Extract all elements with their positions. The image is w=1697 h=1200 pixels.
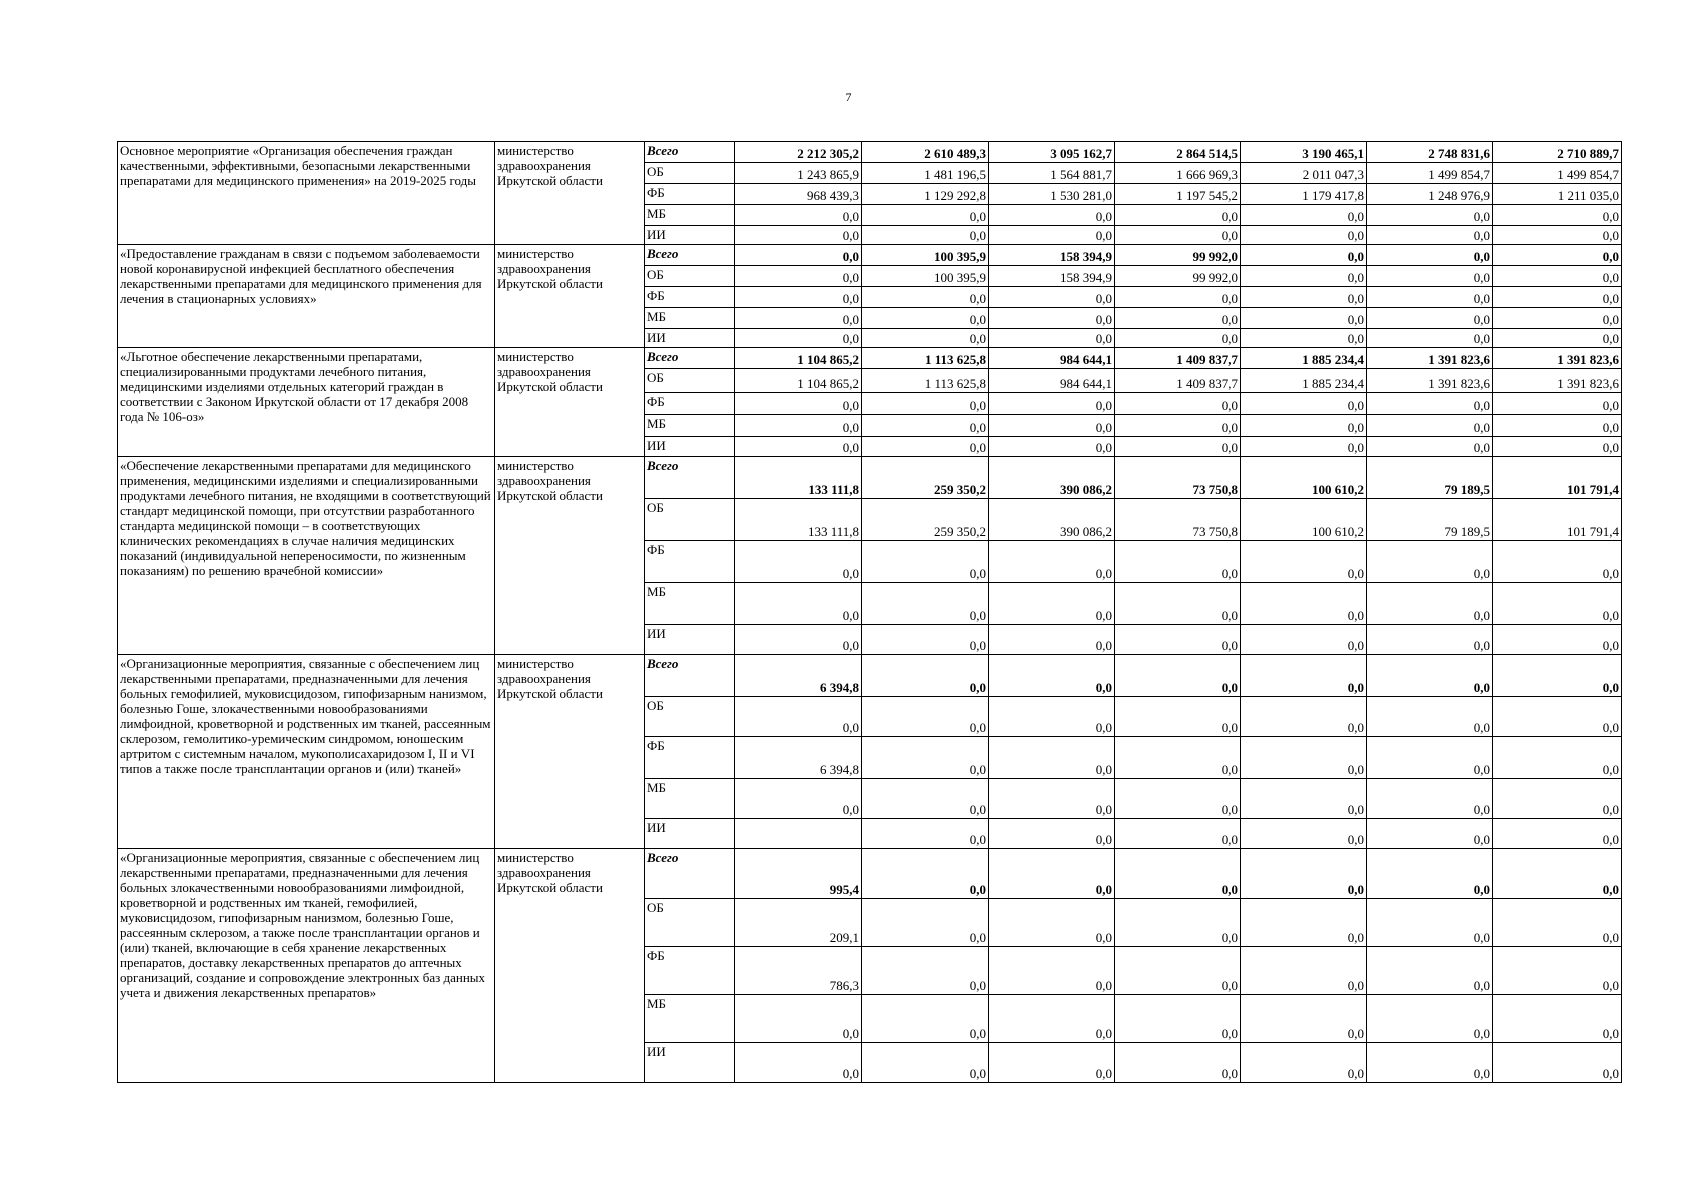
amount-cell: 0,0	[735, 541, 862, 583]
amount-cell: 0,0	[1241, 899, 1367, 947]
amount-cell: 1 113 625,8	[862, 348, 989, 369]
amount-cell: 0,0	[1115, 899, 1241, 947]
amount-cell: 0,0	[989, 541, 1115, 583]
table-row-total	[118, 348, 1622, 369]
amount-cell: 1 391 823,6	[1493, 369, 1622, 393]
table-body	[118, 142, 1622, 1083]
amount-cell: 0,0	[1241, 287, 1367, 308]
amount-cell: 209,1	[735, 899, 862, 947]
amount-cell: 0,0	[989, 819, 1115, 849]
amount-cell: 0,0	[989, 308, 1115, 329]
amount-cell: 2 864 514,5	[1115, 142, 1241, 163]
funding-source: ОБ	[645, 697, 735, 737]
amount-cell: 0,0	[989, 583, 1115, 625]
amount-cell: 0,0	[989, 329, 1115, 348]
amount-cell: 0,0	[989, 697, 1115, 737]
funding-source: МБ	[645, 308, 735, 329]
amount-cell: 0,0	[1115, 287, 1241, 308]
funding-source: ОБ	[645, 163, 735, 184]
amount-cell: 0,0	[1115, 849, 1241, 899]
amount-cell: 0,0	[1115, 1043, 1241, 1083]
amount-cell: 0,0	[1115, 583, 1241, 625]
funding-source: МБ	[645, 415, 735, 437]
amount-cell: 0,0	[862, 1043, 989, 1083]
amount-cell: 0,0	[862, 625, 989, 655]
amount-cell: 2 710 889,7	[1493, 142, 1622, 163]
amount-cell: 968 439,3	[735, 184, 862, 205]
amount-cell: 1 530 281,0	[989, 184, 1115, 205]
amount-cell: 0,0	[1115, 415, 1241, 437]
amount-cell: 99 992,0	[1115, 245, 1241, 266]
amount-cell: 2 212 305,2	[735, 142, 862, 163]
amount-cell: 0,0	[1493, 415, 1622, 437]
funding-source: ФБ	[645, 287, 735, 308]
amount-cell: 0,0	[1367, 849, 1493, 899]
funding-source: Всего	[645, 849, 735, 899]
amount-cell: 0,0	[1241, 625, 1367, 655]
amount-cell: 0,0	[862, 697, 989, 737]
amount-cell: 0,0	[862, 655, 989, 697]
amount-cell: 390 086,2	[989, 457, 1115, 499]
responsible-executor: министерство здравоохранения Иркутской области	[495, 348, 645, 457]
amount-cell: 0,0	[1367, 226, 1493, 245]
responsible-executor: министерство здравоохранения Иркутской области	[495, 457, 645, 655]
funding-source: Всего	[645, 245, 735, 266]
amount-cell: 0,0	[1241, 266, 1367, 287]
amount-cell: 133 111,8	[735, 457, 862, 499]
funding-source: ИИ	[645, 226, 735, 245]
activity-description: «Предоставление гражданам в связи с подъемом заболеваемости новой коронавирусной инфекцией бесплатного обеспечения лекарственными препаратами для медицинского применения для лечения в стационарных условиях»	[118, 245, 495, 348]
amount-cell: 0,0	[1241, 393, 1367, 415]
amount-cell: 0,0	[1493, 655, 1622, 697]
amount-cell: 0,0	[1493, 697, 1622, 737]
amount-cell: 0,0	[1115, 947, 1241, 995]
amount-cell: 0,0	[1367, 245, 1493, 266]
table-row-total	[118, 655, 1622, 697]
amount-cell: 101 791,4	[1493, 457, 1622, 499]
amount-cell: 100 610,2	[1241, 457, 1367, 499]
amount-cell: 0,0	[735, 308, 862, 329]
amount-cell: 1 499 854,7	[1367, 163, 1493, 184]
amount-cell: 73 750,8	[1115, 457, 1241, 499]
amount-cell: 0,0	[735, 205, 862, 226]
amount-cell: 73 750,8	[1115, 499, 1241, 541]
amount-cell: 1 666 969,3	[1115, 163, 1241, 184]
amount-cell: 0,0	[1493, 737, 1622, 779]
amount-cell: 99 992,0	[1115, 266, 1241, 287]
funding-source: ФБ	[645, 737, 735, 779]
amount-cell: 0,0	[862, 287, 989, 308]
amount-cell: 0,0	[862, 308, 989, 329]
amount-cell: 1 104 865,2	[735, 348, 862, 369]
amount-cell: 0,0	[862, 541, 989, 583]
amount-cell: 0,0	[735, 393, 862, 415]
amount-cell: 1 885 234,4	[1241, 369, 1367, 393]
amount-cell: 0,0	[1493, 393, 1622, 415]
funding-table	[117, 141, 1622, 1083]
amount-cell: 0,0	[1367, 655, 1493, 697]
amount-cell: 158 394,9	[989, 266, 1115, 287]
amount-cell: 0,0	[1241, 849, 1367, 899]
amount-cell: 1 391 823,6	[1367, 369, 1493, 393]
amount-cell: 0,0	[735, 583, 862, 625]
amount-cell: 0,0	[1115, 737, 1241, 779]
amount-cell: 1 104 865,2	[735, 369, 862, 393]
activity-description: Основное мероприятие «Организация обеспечения граждан качественными, эффективными, безопасными лекарственными препаратами для медицинского применения» на 2019-2025 годы	[118, 142, 495, 245]
amount-cell: 0,0	[989, 995, 1115, 1043]
amount-cell: 0,0	[862, 437, 989, 457]
amount-cell: 0,0	[1241, 655, 1367, 697]
amount-cell: 0,0	[1493, 205, 1622, 226]
amount-cell: 0,0	[862, 779, 989, 819]
amount-cell: 0,0	[1367, 541, 1493, 583]
amount-cell: 0,0	[989, 779, 1115, 819]
amount-cell: 1 197 545,2	[1115, 184, 1241, 205]
amount-cell: 0,0	[735, 329, 862, 348]
amount-cell: 0,0	[1115, 308, 1241, 329]
responsible-executor: министерство здравоохранения Иркутской области	[495, 849, 645, 1083]
amount-cell: 0,0	[1241, 779, 1367, 819]
amount-cell: 0,0	[1115, 205, 1241, 226]
table-row-total	[118, 457, 1622, 499]
amount-cell: 0,0	[1367, 437, 1493, 457]
amount-cell: 0,0	[1367, 995, 1493, 1043]
amount-cell: 0,0	[1241, 737, 1367, 779]
amount-cell: 0,0	[1493, 226, 1622, 245]
amount-cell: 3 095 162,7	[989, 142, 1115, 163]
amount-cell: 0,0	[989, 737, 1115, 779]
funding-source: ОБ	[645, 499, 735, 541]
amount-cell: 0,0	[862, 415, 989, 437]
responsible-executor: министерство здравоохранения Иркутской области	[495, 142, 645, 245]
amount-cell: 0,0	[1367, 266, 1493, 287]
amount-cell: 1 481 196,5	[862, 163, 989, 184]
amount-cell: 1 564 881,7	[989, 163, 1115, 184]
activity-description: «Льготное обеспечение лекарственными препаратами, специализированными продуктами лечебного питания, медицинскими изделиями отдельных категорий граждан в соответствии с Законом Иркутской области от 17 декабря 2008 года № 106-оз»	[118, 348, 495, 457]
amount-cell: 2 748 831,6	[1367, 142, 1493, 163]
amount-cell: 0,0	[1493, 899, 1622, 947]
amount-cell: 79 189,5	[1367, 499, 1493, 541]
funding-source: ФБ	[645, 947, 735, 995]
amount-cell: 0,0	[989, 226, 1115, 245]
amount-cell: 0,0	[989, 899, 1115, 947]
amount-cell: 995,4	[735, 849, 862, 899]
amount-cell	[735, 819, 862, 849]
amount-cell: 0,0	[862, 226, 989, 245]
amount-cell: 0,0	[1115, 697, 1241, 737]
funding-source: ИИ	[645, 819, 735, 849]
amount-cell: 0,0	[1367, 819, 1493, 849]
amount-cell: 0,0	[1367, 583, 1493, 625]
amount-cell: 0,0	[1367, 308, 1493, 329]
amount-cell: 0,0	[1241, 541, 1367, 583]
amount-cell: 0,0	[1241, 819, 1367, 849]
amount-cell: 0,0	[1493, 1043, 1622, 1083]
amount-cell: 0,0	[1115, 437, 1241, 457]
amount-cell: 0,0	[1367, 779, 1493, 819]
amount-cell: 0,0	[989, 393, 1115, 415]
amount-cell: 79 189,5	[1367, 457, 1493, 499]
amount-cell: 1 243 865,9	[735, 163, 862, 184]
activity-description: «Организационные мероприятия, связанные с обеспечением лиц лекарственными препаратами, предназначенными для лечения больных злокачественными новообразованиями лимфоидной, кроветворной и родственных им тканей, гемофилией, муковисцидозом, гипофизарным нанизмом, болезнью Гоше, рассеянным склерозом, а также после трансплантации органов и (или) тканей, включающие в себя хранение лекарственных препаратов, доставку лекарственных препаратов до аптечных организаций, создание и сопровождение электронных баз данных учета и движения лекарственных препаратов»	[118, 849, 495, 1083]
amount-cell: 0,0	[1493, 329, 1622, 348]
amount-cell: 0,0	[1493, 779, 1622, 819]
funding-source: МБ	[645, 583, 735, 625]
amount-cell: 0,0	[1493, 819, 1622, 849]
amount-cell: 0,0	[1241, 245, 1367, 266]
amount-cell: 0,0	[862, 205, 989, 226]
amount-cell: 6 394,8	[735, 655, 862, 697]
amount-cell: 0,0	[1367, 329, 1493, 348]
amount-cell: 0,0	[862, 995, 989, 1043]
amount-cell: 0,0	[1493, 947, 1622, 995]
responsible-executor: министерство здравоохранения Иркутской области	[495, 245, 645, 348]
funding-source: МБ	[645, 205, 735, 226]
amount-cell: 1 409 837,7	[1115, 369, 1241, 393]
amount-cell: 0,0	[1241, 1043, 1367, 1083]
amount-cell: 0,0	[1241, 226, 1367, 245]
amount-cell: 0,0	[1241, 329, 1367, 348]
amount-cell: 0,0	[989, 287, 1115, 308]
funding-source: МБ	[645, 779, 735, 819]
amount-cell: 0,0	[989, 625, 1115, 655]
amount-cell: 0,0	[989, 1043, 1115, 1083]
amount-cell: 0,0	[735, 287, 862, 308]
amount-cell: 0,0	[1493, 541, 1622, 583]
amount-cell: 0,0	[1241, 947, 1367, 995]
amount-cell: 0,0	[1367, 205, 1493, 226]
amount-cell: 0,0	[1241, 437, 1367, 457]
amount-cell: 390 086,2	[989, 499, 1115, 541]
amount-cell: 0,0	[1241, 415, 1367, 437]
amount-cell: 0,0	[989, 415, 1115, 437]
funding-source: Всего	[645, 348, 735, 369]
amount-cell: 133 111,8	[735, 499, 862, 541]
amount-cell: 100 395,9	[862, 245, 989, 266]
amount-cell: 0,0	[1493, 266, 1622, 287]
amount-cell: 984 644,1	[989, 348, 1115, 369]
amount-cell: 0,0	[1493, 287, 1622, 308]
amount-cell: 0,0	[1493, 583, 1622, 625]
amount-cell: 259 350,2	[862, 499, 989, 541]
amount-cell: 1 409 837,7	[1115, 348, 1241, 369]
amount-cell: 0,0	[735, 995, 862, 1043]
amount-cell: 0,0	[1367, 625, 1493, 655]
amount-cell: 0,0	[862, 583, 989, 625]
amount-cell: 158 394,9	[989, 245, 1115, 266]
amount-cell: 0,0	[1115, 329, 1241, 348]
table-row-total	[118, 245, 1622, 266]
amount-cell: 101 791,4	[1493, 499, 1622, 541]
amount-cell: 2 610 489,3	[862, 142, 989, 163]
amount-cell: 2 011 047,3	[1241, 163, 1367, 184]
activity-description: «Организационные мероприятия, связанные с обеспечением лиц лекарственными препаратами, предназначенными для лечения больных гемофилией, муковисцидозом, гипофизарным нанизмом, болезнью Гоше, злокачественными новообразованиями лимфоидной, кроветворной и родственных им тканей, рассеянным склерозом, гемолитико-уремическим синдромом, юношеским артритом с системным началом, мукополисахаридозом I, II и VI типов а также после трансплантации органов и (или) тканей»	[118, 655, 495, 849]
funding-source: ОБ	[645, 899, 735, 947]
amount-cell: 0,0	[989, 947, 1115, 995]
funding-source: ИИ	[645, 1043, 735, 1083]
funding-source: ОБ	[645, 369, 735, 393]
funding-source: ИИ	[645, 329, 735, 348]
amount-cell: 0,0	[862, 899, 989, 947]
amount-cell: 0,0	[1241, 583, 1367, 625]
amount-cell: 0,0	[1115, 819, 1241, 849]
amount-cell: 0,0	[1115, 226, 1241, 245]
amount-cell: 786,3	[735, 947, 862, 995]
amount-cell: 100 610,2	[1241, 499, 1367, 541]
amount-cell: 0,0	[1367, 287, 1493, 308]
amount-cell: 0,0	[735, 226, 862, 245]
amount-cell: 1 248 976,9	[1367, 184, 1493, 205]
amount-cell: 0,0	[1493, 308, 1622, 329]
amount-cell: 0,0	[862, 393, 989, 415]
funding-source: ФБ	[645, 393, 735, 415]
amount-cell: 0,0	[862, 329, 989, 348]
amount-cell: 1 113 625,8	[862, 369, 989, 393]
funding-source: ФБ	[645, 184, 735, 205]
amount-cell: 0,0	[735, 1043, 862, 1083]
amount-cell: 0,0	[989, 437, 1115, 457]
amount-cell: 3 190 465,1	[1241, 142, 1367, 163]
amount-cell: 0,0	[1241, 308, 1367, 329]
amount-cell: 0,0	[735, 415, 862, 437]
amount-cell: 6 394,8	[735, 737, 862, 779]
amount-cell: 0,0	[735, 779, 862, 819]
amount-cell: 0,0	[1115, 995, 1241, 1043]
amount-cell: 0,0	[1493, 995, 1622, 1043]
amount-cell: 1 129 292,8	[862, 184, 989, 205]
amount-cell: 1 391 823,6	[1493, 348, 1622, 369]
funding-source: ИИ	[645, 437, 735, 457]
amount-cell: 259 350,2	[862, 457, 989, 499]
amount-cell: 0,0	[989, 849, 1115, 899]
amount-cell: 0,0	[1115, 393, 1241, 415]
amount-cell: 0,0	[735, 697, 862, 737]
funding-source: Всего	[645, 457, 735, 499]
amount-cell: 0,0	[1367, 947, 1493, 995]
amount-cell: 0,0	[862, 819, 989, 849]
amount-cell: 0,0	[1115, 625, 1241, 655]
funding-source: Всего	[645, 142, 735, 163]
amount-cell: 0,0	[735, 266, 862, 287]
amount-cell: 0,0	[862, 737, 989, 779]
amount-cell: 0,0	[735, 245, 862, 266]
amount-cell: 0,0	[1493, 437, 1622, 457]
funding-source: ФБ	[645, 541, 735, 583]
amount-cell: 0,0	[1241, 995, 1367, 1043]
table-row-total	[118, 142, 1622, 163]
amount-cell: 0,0	[1115, 779, 1241, 819]
amount-cell: 1 391 823,6	[1367, 348, 1493, 369]
amount-cell: 0,0	[735, 437, 862, 457]
funding-source: ИИ	[645, 625, 735, 655]
amount-cell: 1 179 417,8	[1241, 184, 1367, 205]
amount-cell: 0,0	[1367, 899, 1493, 947]
amount-cell: 0,0	[1115, 655, 1241, 697]
amount-cell: 1 499 854,7	[1493, 163, 1622, 184]
funding-source: Всего	[645, 655, 735, 697]
amount-cell: 1 211 035,0	[1493, 184, 1622, 205]
amount-cell: 0,0	[1241, 205, 1367, 226]
amount-cell: 0,0	[1115, 541, 1241, 583]
amount-cell: 0,0	[1241, 697, 1367, 737]
amount-cell: 0,0	[1367, 697, 1493, 737]
amount-cell: 0,0	[1493, 849, 1622, 899]
amount-cell: 1 885 234,4	[1241, 348, 1367, 369]
funding-source: МБ	[645, 995, 735, 1043]
amount-cell: 0,0	[1367, 737, 1493, 779]
amount-cell: 100 395,9	[862, 266, 989, 287]
amount-cell: 0,0	[735, 625, 862, 655]
amount-cell: 0,0	[989, 205, 1115, 226]
table-row-total	[118, 849, 1622, 899]
amount-cell: 0,0	[1367, 1043, 1493, 1083]
amount-cell: 0,0	[1367, 393, 1493, 415]
amount-cell: 984 644,1	[989, 369, 1115, 393]
amount-cell: 0,0	[989, 655, 1115, 697]
funding-source: ОБ	[645, 266, 735, 287]
page-number: 7	[845, 90, 852, 104]
amount-cell: 0,0	[862, 849, 989, 899]
activity-description: «Обеспечение лекарственными препаратами для медицинского применения, медицинскими изделиями и специализированными продуктами лечебного питания, не входящими в соответствующий стандарт медицинской помощи, при отсутствии разработанного стандарта медицинской помощи – в соответствующих клинических рекомендациях в случае наличия медицинских показаний (индивидуальной непереносимости, по жизненным показаниям) по решению врачебной комиссии»	[118, 457, 495, 655]
amount-cell: 0,0	[1493, 245, 1622, 266]
amount-cell: 0,0	[1367, 415, 1493, 437]
amount-cell: 0,0	[862, 947, 989, 995]
responsible-executor: министерство здравоохранения Иркутской области	[495, 655, 645, 849]
amount-cell: 0,0	[1493, 625, 1622, 655]
